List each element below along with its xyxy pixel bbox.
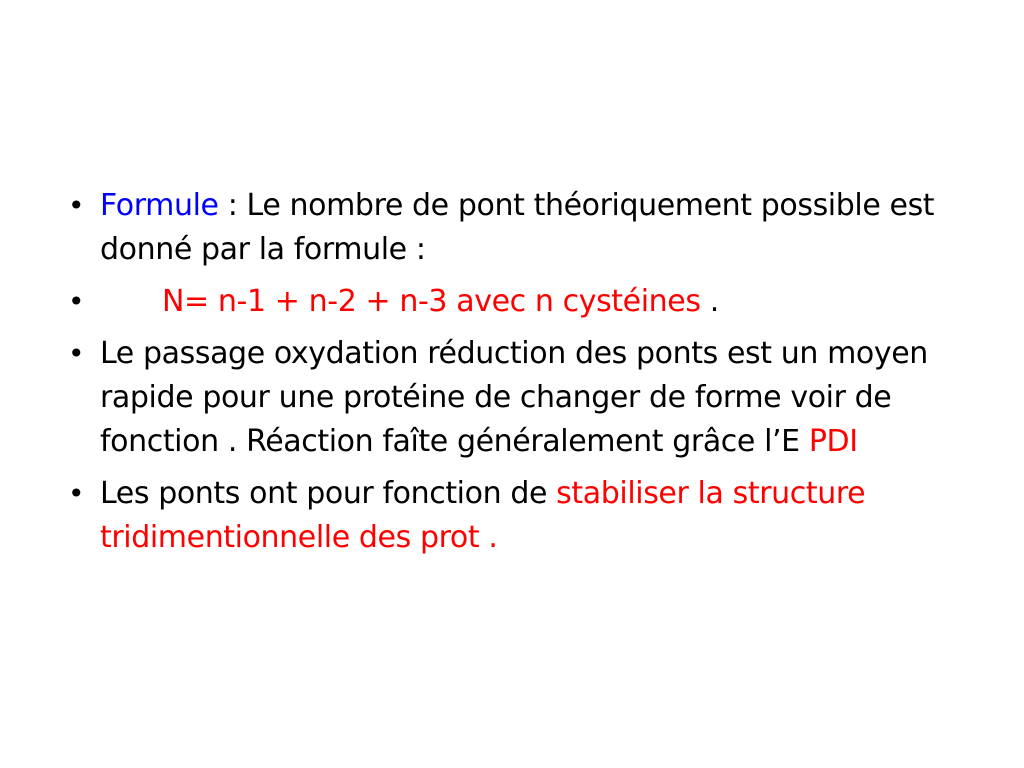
bullet-item-formule — [60, 184, 960, 272]
bullet-list — [60, 184, 960, 568]
bullet-item-equation — [60, 280, 960, 324]
stabiliser-highlight: stabiliser la structure tridimentionnelle des prot . — [100, 476, 866, 555]
bullet-icon: • — [68, 189, 85, 222]
ponts-text: Les ponts ont pour fonction de — [100, 476, 557, 511]
bullet-item-ponts — [60, 472, 960, 560]
formule-description: : Le nombre de pont théoriquement possible est donné par la formule : — [100, 188, 935, 267]
bullet-icon: • — [68, 337, 85, 370]
equation-period: . — [700, 284, 719, 319]
formule-keyword: Formule — [100, 188, 219, 223]
bullet-icon: • — [68, 285, 85, 318]
bullet-icon: • — [68, 477, 85, 510]
equation-text: N= n-1 + n-2 + n-3 avec n cystéines — [162, 284, 701, 319]
pdi-highlight: PDI — [808, 424, 858, 459]
oxydation-text: Le passage oxydation réduction des ponts est un moyen rapide pour une protéine de changer de forme voir de fonction . Réaction faîte généralement grâce l’E — [100, 336, 928, 459]
bullet-item-oxydation — [60, 332, 960, 464]
